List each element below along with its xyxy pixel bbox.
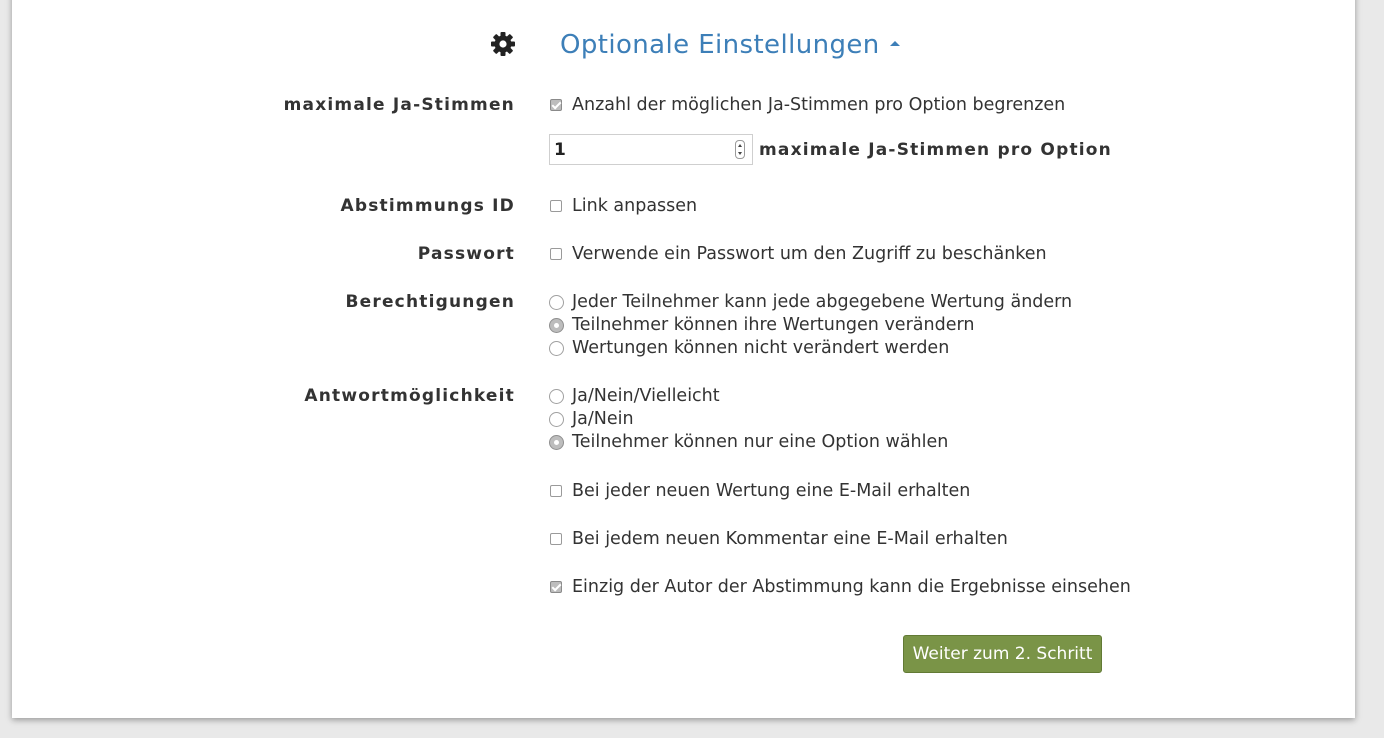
permissions-label: Berechtigungen [345,292,515,312]
author-only-results-label[interactable]: Einzig der Autor der Abstimmung kann die Ergebnisse einsehen [572,577,1131,597]
gear-icon [490,31,516,57]
max-yes-votes-input[interactable] [549,134,753,165]
permission-radio-none[interactable] [549,341,564,356]
custom-link-label[interactable]: Link anpassen [572,196,698,216]
permission-option-own[interactable]: Teilnehmer können ihre Wertungen verändern [572,315,975,335]
max-yes-label: maximale Ja-Stimmen [283,95,515,115]
limit-yes-votes-label[interactable]: Anzahl der möglichen Ja-Stimmen pro Option begrenzen [572,95,1066,115]
notify-vote-checkbox[interactable] [550,485,562,497]
section-title: Optionale Einstellungen [560,30,880,60]
answer-radio-yes-no[interactable] [549,412,564,427]
limit-yes-votes-checkbox[interactable] [550,99,562,111]
poll-id-label: Abstimmungs ID [340,196,515,216]
caret-up-icon [890,41,900,46]
answer-radio-yes-no-maybe[interactable] [549,389,564,404]
custom-link-checkbox[interactable] [550,200,562,212]
notify-comment-label[interactable]: Bei jedem neuen Kommentar eine E-Mail erhalten [572,529,1008,549]
answer-option-yes-no-maybe[interactable]: Ja/Nein/Vielleicht [572,386,720,406]
permission-option-none[interactable]: Wertungen können nicht verändert werden [572,338,950,358]
permission-radio-anyone[interactable] [549,295,564,310]
answer-type-label: Antwortmöglichkeit [304,386,515,406]
answer-option-single[interactable]: Teilnehmer können nur eine Option wählen [572,432,949,452]
permission-option-anyone[interactable]: Jeder Teilnehmer kann jede abgegebene Wertung ändern [572,292,1073,312]
next-step-button[interactable]: Weiter zum 2. Schritt [903,635,1102,673]
answer-option-yes-no[interactable]: Ja/Nein [572,409,634,429]
password-checkbox-label[interactable]: Verwende ein Passwort um den Zugriff zu beschänken [572,244,1047,264]
answer-radio-single[interactable] [549,435,564,450]
notify-vote-label[interactable]: Bei jeder neuen Wertung eine E-Mail erhalten [572,481,971,501]
max-yes-votes-suffix: maximale Ja-Stimmen pro Option [759,140,1112,160]
permission-radio-own[interactable] [549,318,564,333]
number-spinner[interactable] [735,140,745,159]
password-label: Passwort [417,244,515,264]
password-checkbox[interactable] [550,248,562,260]
notify-comment-checkbox[interactable] [550,533,562,545]
author-only-results-checkbox[interactable] [550,581,562,593]
optional-settings-toggle[interactable] [560,30,900,60]
